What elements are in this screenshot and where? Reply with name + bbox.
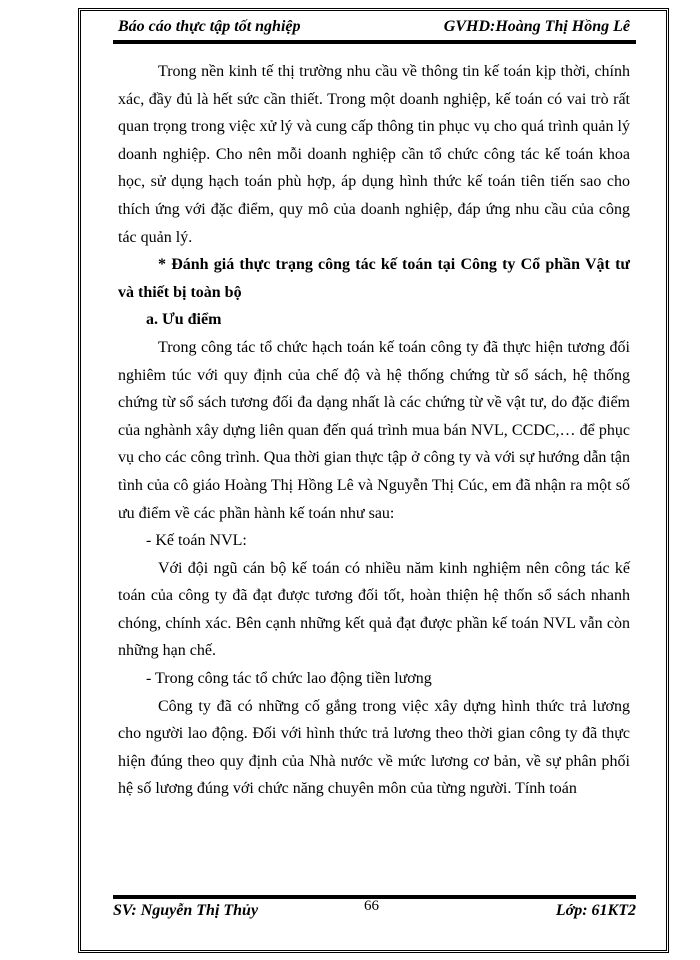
- report-title: Báo cáo thực tập tốt nghiệp: [118, 18, 301, 35]
- list-item-nvl: - Kế toán NVL:: [146, 532, 247, 550]
- header-rule: [113, 40, 636, 44]
- list-item-salary: - Trong công tác tổ chức lao động tiền lương: [146, 670, 432, 688]
- paragraph-nvl: Với đội ngũ cán bộ kế toán có nhiều năm kinh nghiệm nên công tác kế toán của công ty đã đạt được tương đối tốt, hoàn thiện hệ thốn sổ sách nhanh chóng, chính xác. Bên cạnh những kết quả đạt được phần kế toán NVL vẫn còn những hạn chế.: [118, 559, 630, 660]
- paragraph-salary: Công ty đã có những cố gắng trong việc xây dựng hình thức trả lương cho người lao động. Đối với hình thức trả lương theo thời gian công ty đã thực hiện đúng theo quy định của Nhà nước về mức lương cơ bản, về sự phân phối hệ số lương đúng với chức năng chuyên môn của từng người. Tính toán: [118, 697, 630, 798]
- page-number: 66: [364, 898, 379, 914]
- paragraph-advantages: Trong công tác tổ chức hạch toán kế toán công ty đã thực hiện tương đối nghiêm túc với quy định của chế độ và hệ thống chứng từ sổ sách, hệ thống chứng từ sổ sách tương đối đa dạng nhất là các chứng từ về vật tư, do đặc điểm của nghành xây dựng liên quan đến quá trình mua bán NVL, CCDC,… để phục vụ cho các công trình. Qua thời gian thực tập ở công ty và với sự hướng dẫn tận tình của cô giáo Hoàng Thị Hồng Lê và Nguyễn Thị Cúc, em đã nhận ra một số ưu điểm về các phần hành kế toán như sau:: [118, 338, 630, 522]
- section-heading: * Đánh giá thực trạng công tác kế toán tại Công ty Cổ phần Vật tư và thiết bị toàn bộ: [118, 256, 630, 301]
- supervisor-name: GVHD:Hoàng Thị Hồng Lê: [443, 18, 630, 35]
- class-name: Lớp: 61KT2: [555, 902, 636, 919]
- intro-paragraph: Trong nền kinh tế thị trường nhu cầu về thông tin kế toán kịp thời, chính xác, đầy đủ là hết sức cần thiết. Trong một doanh nghiệp, kế toán có vai trò rất quan trọng trong việc xử lý và cung cấp thông tin phục vụ cho quá trình quản lý doanh nghiệp. Cho nên mỗi doanh nghiệp cần tổ chức công tác kế toán khoa học, sử dụng hạch toán phù hợp, áp dụng hình thức kế toán tiên tiến sao cho thích ứng với đặc điểm, quy mô của doanh nghiệp, đáp ứng nhu cầu của công tác quản lý.: [118, 63, 630, 246]
- subsection-heading: a. Ưu điểm: [146, 311, 222, 329]
- page-header: [118, 18, 630, 42]
- document-body: [118, 58, 630, 803]
- student-name: SV: Nguyễn Thị Thủy: [113, 902, 259, 919]
